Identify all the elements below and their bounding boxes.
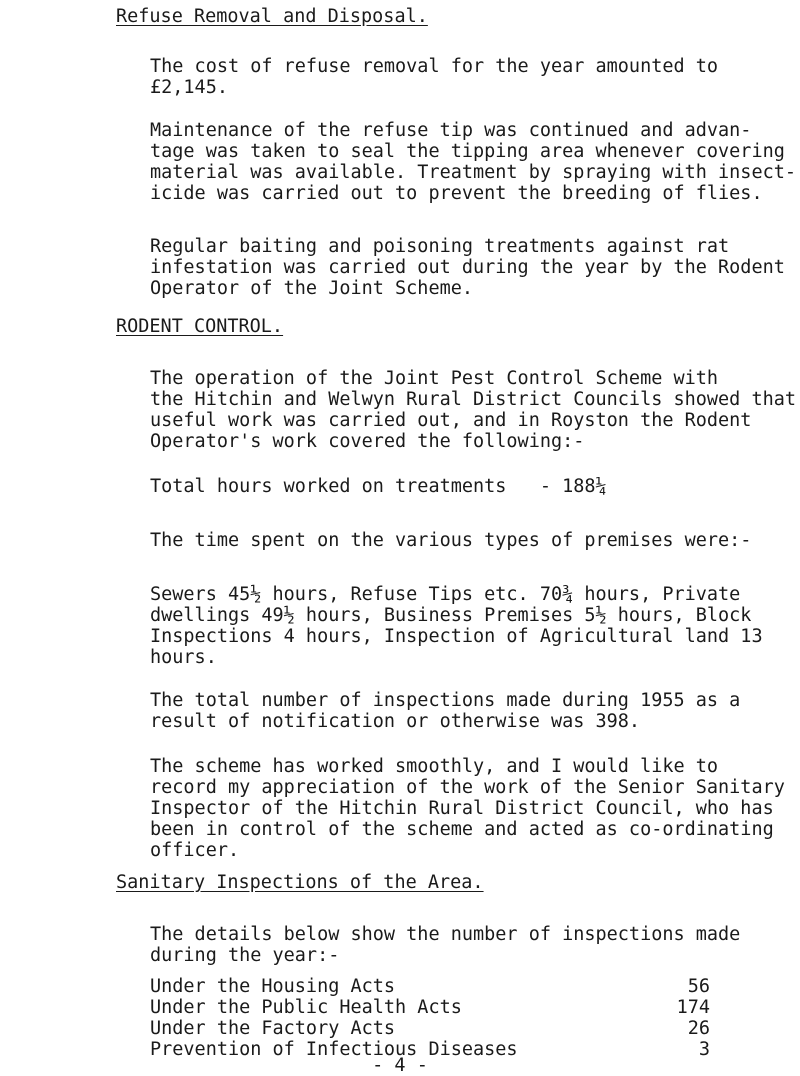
rodent-scheme-paragraph: The operation of the Joint Pest Control Scheme with the Hitchin and Welwyn Rural District Councils showed that useful work was carried out, and in Royston the Rodent Operator's work covered the following:- [150, 368, 797, 452]
refuse-removal-heading: Refuse Removal and Disposal. [116, 6, 428, 27]
inspection-label: Under the Factory Acts [150, 1018, 396, 1039]
inspection-row [150, 997, 710, 1018]
sanitary-inspections-heading: Sanitary Inspections of the Area. [116, 872, 484, 893]
inspection-label: Prevention of Infectious Diseases [150, 1039, 518, 1060]
inspections-total-paragraph: The total number of inspections made during 1955 as a result of notification or otherwise was 398. [150, 690, 741, 732]
rat-baiting-paragraph: Regular baiting and poisoning treatments against rat infestation was carried out during the year by the Rodent Operator of the Joint Scheme. [150, 236, 785, 299]
page-number: - 4 - [372, 1055, 428, 1076]
inspection-value: 3 [698, 1039, 710, 1060]
refuse-tip-paragraph: Maintenance of the refuse tip was continued and advan- tage was taken to seal the tipping area whenever covering material was available. Treatment by spraying with insect- icide was carried out to prevent the breeding of flies. [150, 120, 797, 204]
inspections-intro-paragraph: The details below show the number of inspections made during the year:- [150, 924, 741, 966]
inspection-value: 174 [676, 997, 710, 1018]
inspection-value: 26 [687, 1018, 710, 1039]
inspection-row [150, 1018, 710, 1039]
inspection-value: 56 [687, 976, 710, 997]
premises-intro-line: The time spent on the various types of premises were:- [150, 530, 752, 551]
inspection-label: Under the Housing Acts [150, 976, 396, 997]
inspection-row [150, 976, 710, 997]
refuse-cost-paragraph: The cost of refuse removal for the year amounted to £2,145. [150, 56, 719, 98]
rodent-control-heading: RODENT CONTROL. [116, 316, 284, 337]
premises-hours-paragraph: Sewers 45½ hours, Refuse Tips etc. 70¾ hours, Private dwellings 49½ hours, Business Premises 5½ hours, Block Inspections 4 hours, Inspection of Agricultural land 13 hours. [150, 584, 763, 668]
appreciation-paragraph: The scheme has worked smoothly, and I would like to record my appreciation of the work of the Senior Sanitary Inspector of the Hitchin Rural District Council, who has been in control of the scheme and acted as co-ordinating officer. [150, 756, 785, 861]
inspection-label: Under the Public Health Acts [150, 997, 462, 1018]
total-hours-line: Total hours worked on treatments - 188¼ [150, 476, 607, 497]
